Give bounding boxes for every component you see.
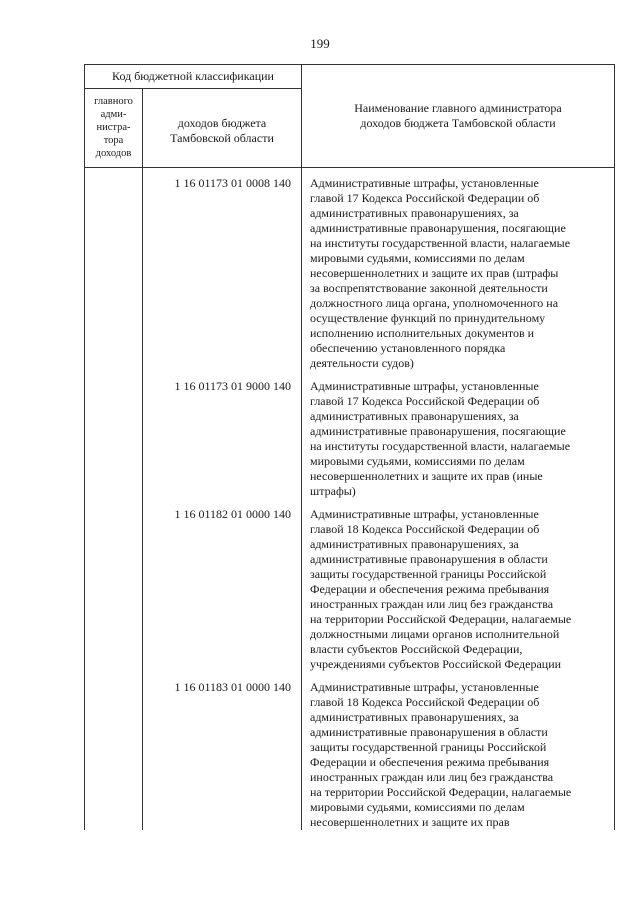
description-line: на территории Российской Федерации, налагаемые [310,612,572,626]
header-admin-line: адми- [100,109,127,120]
description-line: главой 18 Кодекса Российской Федерации об [310,522,540,536]
description-line: на институты государственной власти, налагаемые [310,236,571,250]
description-line: Административные штрафы, установленные [310,680,539,694]
description-line: административные правонарушения в области [310,725,548,739]
budget-classification-table [84,64,615,830]
row-description [302,499,615,672]
description-line: главой 18 Кодекса Российской Федерации об [310,695,540,709]
table-row [85,499,615,672]
header-name-line: Наименование главного администратора [354,101,562,115]
header-name-line: доходов бюджета Тамбовской области [360,116,556,130]
description-line: должностными лицами органов исполнительной [310,627,560,641]
description-line: на территории Российской Федерации, налагаемые [310,785,572,799]
row-admin-code [85,168,143,372]
description-line: административные правонарушения, посягающие [310,424,566,438]
row-admin-code [85,672,143,830]
row-income-code: 1 16 01173 01 9000 140 [143,371,302,499]
description-line: Административные штрафы, установленные [310,176,539,190]
description-line: осуществление функций по принудительному [310,311,546,325]
description-line: несовершеннолетних и защите их прав (иные [310,469,543,483]
description-line: мировыми судьями, комиссиями по делам [310,800,525,814]
description-line: несовершеннолетних и защите их прав [310,815,510,829]
description-line: штрафы) [310,484,356,498]
header-administrator-name [302,65,615,168]
table-row [85,371,615,499]
description-line: административных правонарушениях, за [310,710,519,724]
description-line: исполнению исполнительных документов и [310,326,535,340]
description-line: административных правонарушениях, за [310,409,519,423]
description-line: защиты государственной границы Российской [310,740,547,754]
description-line: учреждениями субъектов Российской Федерации [310,657,562,671]
row-admin-code [85,371,143,499]
row-admin-code [85,499,143,672]
description-line: мировыми судьями, комиссиями по делам [310,454,525,468]
header-admin-line: главного [94,96,133,107]
row-income-code: 1 16 01182 01 0000 140 [143,499,302,672]
description-line: Административные штрафы, установленные [310,379,539,393]
description-line: административных правонарушениях, за [310,206,519,220]
description-line: обеспечению установленного порядка [310,341,506,355]
description-line: защиты государственной границы Российской [310,567,547,581]
row-income-code: 1 16 01183 01 0000 140 [143,672,302,830]
row-description [302,168,615,372]
description-line: административных правонарушениях, за [310,537,519,551]
header-income-line: Тамбовской области [170,131,274,145]
description-line: мировыми судьями, комиссиями по делам [310,251,525,265]
header-admin-line: тора [103,135,124,146]
description-line: главой 17 Кодекса Российской Федерации об [310,394,540,408]
description-line: должностного лица органа, уполномоченного на [310,296,559,310]
header-income-line: доходов бюджета [177,116,267,130]
description-line: административные правонарушения в области [310,552,548,566]
description-line: несовершеннолетних и защите их прав (штрафы [310,266,559,280]
description-line: власти субъектов Российской Федерации, [310,642,523,656]
description-line: на институты государственной власти, налагаемые [310,439,571,453]
header-chief-administrator [85,89,143,168]
description-line: за воспрепятствование законной деятельности [310,281,548,295]
row-description [302,672,615,830]
header-budget-code-group: Код бюджетной классификации [85,65,302,89]
description-line: главой 17 Кодекса Российской Федерации об [310,191,540,205]
description-line: деятельности судов) [310,356,414,370]
description-line: административные правонарушения, посягающие [310,221,566,235]
description-line: Федерации и обеспечения режима пребывания [310,755,550,769]
description-line: Федерации и обеспечения режима пребывания [310,582,550,596]
row-income-code: 1 16 01173 01 0008 140 [143,168,302,372]
description-line: Административные штрафы, установленные [310,507,539,521]
header-admin-line: доходов [95,148,132,159]
header-row-group [85,65,615,89]
page-number: 199 [310,36,330,51]
description-line: иностранных граждан или лиц без гражданства [310,770,554,784]
header-income-code [143,89,302,168]
table-row [85,168,615,372]
header-admin-line: нистра- [96,122,131,133]
description-line: иностранных граждан или лиц без гражданства [310,597,554,611]
table-row [85,672,615,830]
row-description [302,371,615,499]
